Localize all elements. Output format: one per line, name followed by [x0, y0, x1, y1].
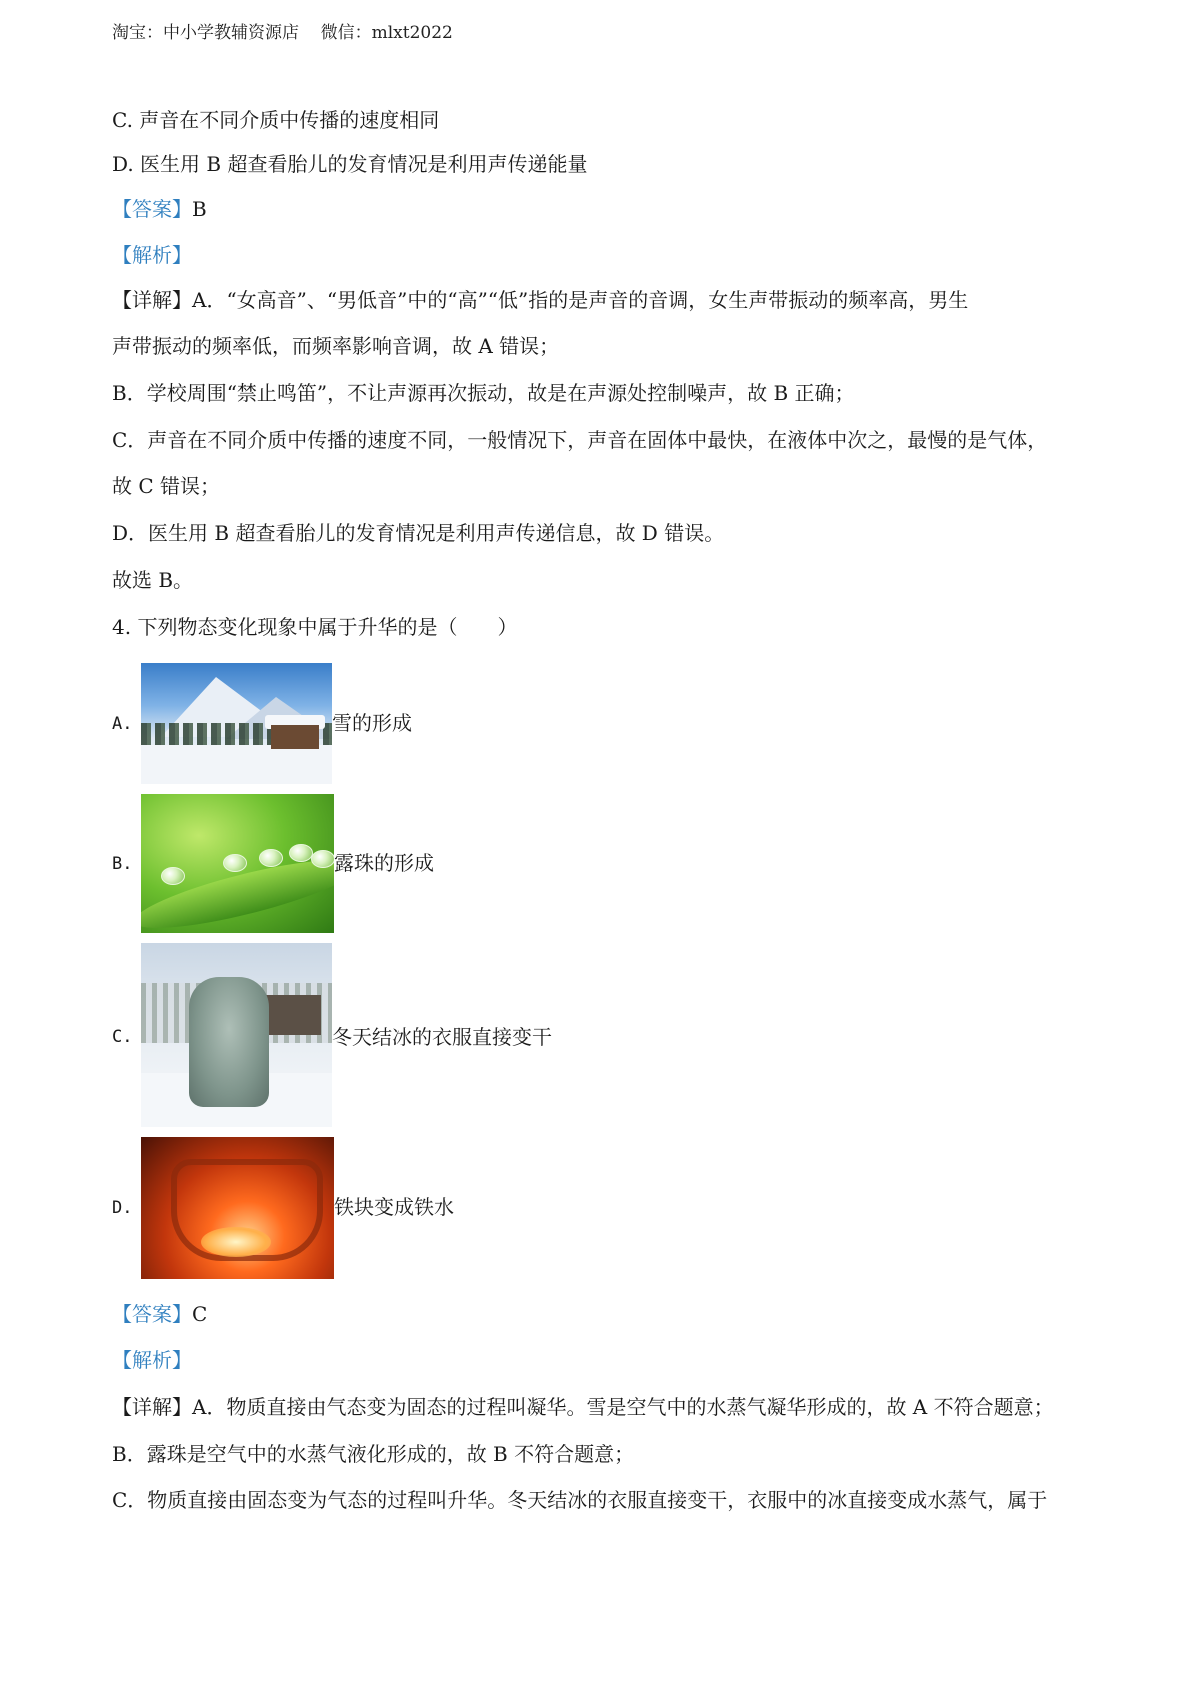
q3-option-d: D. 医生用 B 超查看胎儿的发育情况是利用声传递能量 — [112, 152, 588, 176]
q3-detail-line: 【详解】A．“女高音”、“男低音”中的“高”“低”指的是声音的音调，女生声带振动的频率高，男生 — [112, 288, 969, 312]
q4-option-c-label: C. — [112, 1027, 133, 1047]
q4-stem: 4. 下列物态变化现象中属于升华的是（ ） — [112, 615, 518, 639]
q4-detail-line: C．物质直接由固态变为气态的过程叫升华。冬天结冰的衣服直接变干，衣服中的冰直接变成水蒸气，属于 — [112, 1488, 1048, 1512]
q3-answer — [112, 186, 207, 233]
q4-option-d-text: 铁块变成铁水 — [334, 1195, 454, 1219]
page-header: 淘宝：中小学教辅资源店 微信：mlxt2022 — [112, 23, 453, 43]
answer-value: C — [192, 1302, 208, 1326]
q4-analysis-tag: 【解析】 — [112, 1348, 192, 1372]
q3-detail-line: 故 C 错误； — [112, 474, 221, 498]
q4-option-b-label: B. — [112, 854, 133, 874]
q3-detail-line: B．学校周围“禁止鸣笛”，不让声源再次振动，故是在声源处控制噪声，故 B 正确； — [112, 381, 855, 405]
q3-analysis-tag: 【解析】 — [112, 243, 192, 267]
q4-detail-line: 【详解】A．物质直接由气态变为固态的过程叫凝华。雪是空气中的水蒸气凝华形成的，故 A 不符合题意； — [112, 1395, 1054, 1419]
q4-option-a-label: A. — [112, 714, 133, 734]
snowy-mountain-image — [141, 663, 332, 784]
answer-tag: 【答案】 — [112, 1302, 192, 1326]
dew-on-leaf-image — [141, 794, 334, 933]
q3-detail-line: D．医生用 B 超查看胎儿的发育情况是利用声传递信息，故 D 错误。 — [112, 521, 725, 545]
q4-option-c-text: 冬天结冰的衣服直接变干 — [332, 1025, 552, 1049]
q4-answer — [112, 1291, 207, 1338]
answer-tag: 【答案】 — [112, 197, 192, 221]
q3-option-c: C. 声音在不同介质中传播的速度相同 — [112, 108, 440, 132]
q4-detail-line: B．露珠是空气中的水蒸气液化形成的，故 B 不符合题意； — [112, 1442, 635, 1466]
q3-detail-line: 故选 B。 — [112, 568, 194, 592]
q3-detail-line: 声带振动的频率低，而频率影响音调，故 A 错误； — [112, 334, 560, 358]
q4-option-b-text: 露珠的形成 — [334, 851, 434, 875]
q4-option-d-label: D. — [112, 1198, 133, 1218]
frozen-clothes-image — [141, 943, 332, 1127]
q3-detail-line: C．声音在不同介质中传播的速度不同，一般情况下，声音在固体中最快，在液体中次之，最慢的是气体， — [112, 428, 1048, 452]
q4-option-a-text: 雪的形成 — [332, 711, 412, 735]
answer-value: B — [192, 197, 207, 221]
molten-iron-image — [141, 1137, 334, 1279]
